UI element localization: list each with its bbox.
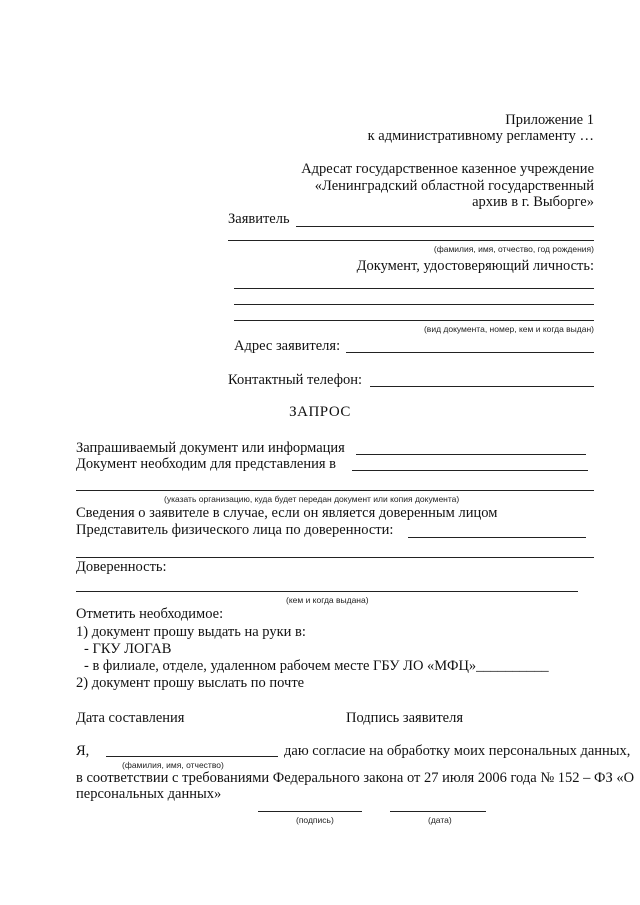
consent-name-caption: (фамилия, имя, отчество) bbox=[122, 760, 224, 770]
organization-caption: (указать организацию, куда будет передан документ или копия документа) bbox=[164, 494, 460, 504]
requested-doc-field[interactable] bbox=[356, 454, 586, 455]
request-title: ЗАПРОС bbox=[289, 404, 351, 420]
representative-field-2[interactable] bbox=[76, 557, 594, 558]
consent-text-2: в соответствии с требованиями Федерального закона от 27 июля 2006 года № 152 – ФЗ «О bbox=[76, 770, 635, 786]
applicant-name-field[interactable] bbox=[296, 226, 594, 227]
addressee-line-2: «Ленинградский областной государственный bbox=[314, 178, 594, 194]
consent-date-caption: (дата) bbox=[428, 815, 452, 825]
address-label: Адрес заявителя: bbox=[234, 338, 341, 354]
consent-text-3: персональных данных» bbox=[76, 786, 222, 802]
addressee-line-3: архив в г. Выборге» bbox=[472, 194, 594, 210]
consent-signature-field[interactable] bbox=[258, 811, 362, 812]
consent-date-field[interactable] bbox=[390, 811, 486, 812]
applicant-name-field-2[interactable] bbox=[228, 240, 594, 241]
representative-field[interactable] bbox=[408, 537, 586, 538]
consent-name-field[interactable] bbox=[106, 756, 278, 757]
id-document-caption: (вид документа, номер, кем и когда выдан) bbox=[423, 324, 594, 334]
requested-doc-label: Запрашиваемый документ или информация bbox=[76, 440, 345, 456]
id-document-field-1[interactable] bbox=[234, 288, 594, 289]
representative-label: Представитель физического лица по доверенности: bbox=[76, 522, 394, 538]
option-post-delivery[interactable]: 2) документ прошу выслать по почте bbox=[76, 675, 305, 691]
organization-field[interactable] bbox=[76, 490, 594, 491]
needed-for-field[interactable] bbox=[352, 470, 588, 471]
regulation-reference: к административному регламенту … bbox=[367, 128, 594, 144]
option-gku-logav[interactable]: - ГКУ ЛОГАВ bbox=[84, 641, 172, 657]
needed-for-label: Документ необходим для представления в bbox=[76, 456, 337, 472]
applicant-label: Заявитель bbox=[228, 211, 290, 227]
id-document-label: Документ, удостоверяющий личность: bbox=[356, 258, 594, 274]
id-document-field-2[interactable] bbox=[234, 304, 594, 305]
applicant-signature-label: Подпись заявителя bbox=[346, 710, 463, 726]
compilation-date-label: Дата составления bbox=[76, 710, 185, 726]
option-hand-delivery[interactable]: 1) документ прошу выдать на руки в: bbox=[76, 624, 306, 640]
phone-field[interactable] bbox=[370, 386, 594, 387]
appendix-number: Приложение 1 bbox=[505, 112, 594, 128]
consent-signature-caption: (подпись) bbox=[296, 815, 334, 825]
power-of-attorney-field[interactable] bbox=[76, 591, 578, 592]
phone-label: Контактный телефон: bbox=[228, 372, 363, 388]
addressee-line-1: Адресат государственное казенное учреждение bbox=[301, 161, 594, 177]
id-document-field-3[interactable] bbox=[234, 320, 594, 321]
mark-needed-label: Отметить необходимое: bbox=[76, 606, 224, 622]
consent-prefix: Я, bbox=[76, 743, 90, 759]
proxy-info-text: Сведения о заявителе в случае, если он является доверенным лицом bbox=[76, 505, 498, 521]
applicant-name-caption: (фамилия, имя, отчество, год рождения) bbox=[433, 244, 594, 254]
consent-text-1: даю согласие на обработку моих персональных данных, bbox=[284, 743, 631, 759]
power-of-attorney-caption: (кем и когда выдана) bbox=[286, 595, 369, 605]
power-of-attorney-label: Доверенность: bbox=[76, 559, 167, 575]
address-field[interactable] bbox=[346, 352, 594, 353]
option-mfc-branch[interactable]: - в филиале, отделе, удаленном рабочем месте ГБУ ЛО «МФЦ»__________ bbox=[84, 658, 549, 674]
